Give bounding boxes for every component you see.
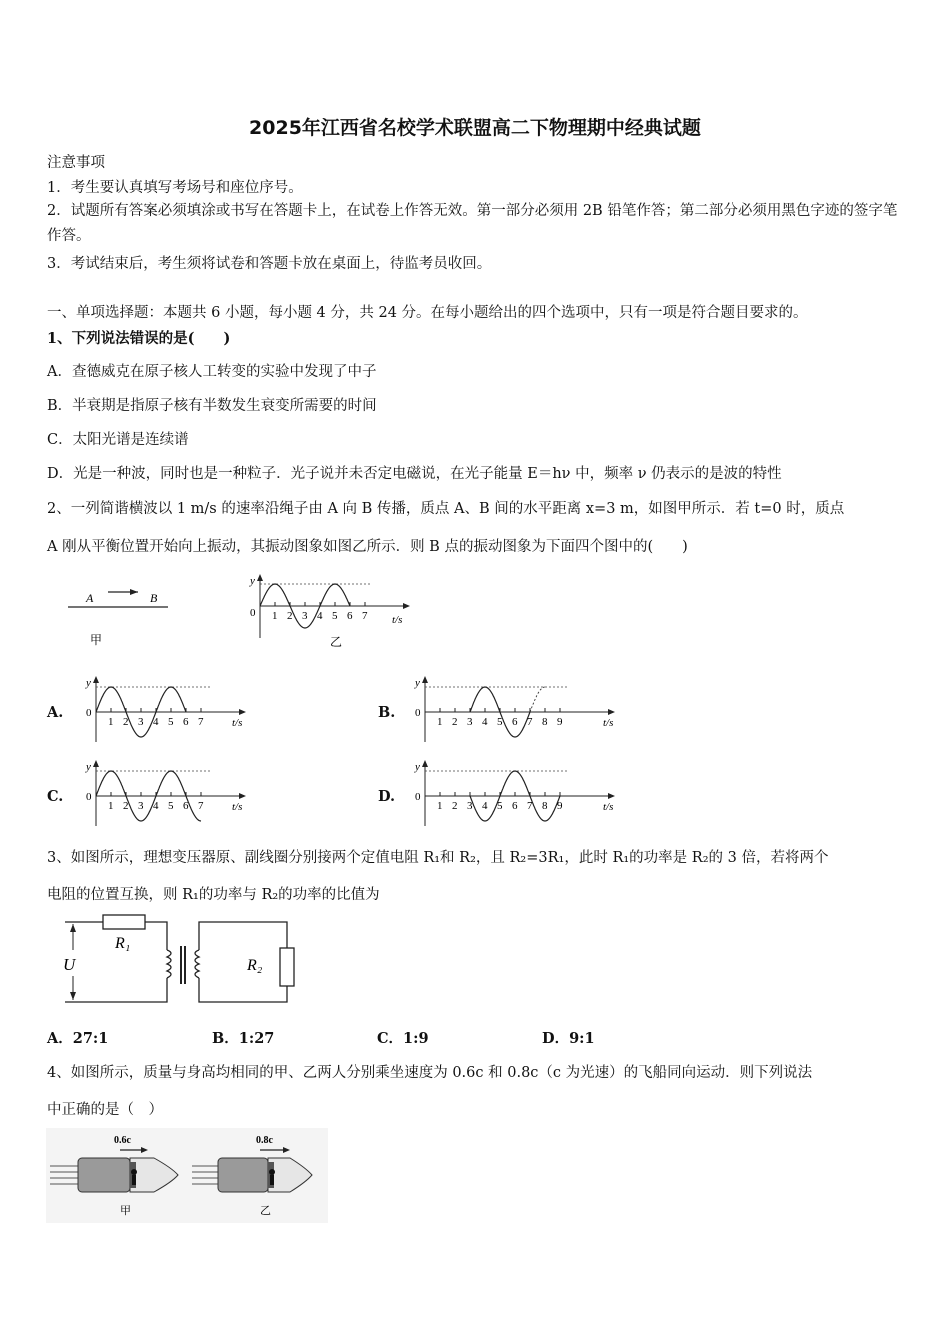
tick-label: 3 <box>138 800 144 812</box>
q4-stem-line1: 4、如图所示，质量与身高均相同的甲、乙两人分别乘坐速度为 0.6c 和 0.8c（c 为光速）的飞船同向运动．则下列说法 <box>47 1065 813 1081</box>
graph-d-origin: 0 <box>415 791 421 803</box>
q1-option-a: A．查德威克在原子核人工转变的实验中发现了中子 <box>47 364 377 380</box>
graph-c-y-label: y <box>86 761 91 773</box>
tick-label: 9 <box>557 716 563 728</box>
tick-label: 2 <box>287 610 293 622</box>
notice-item-2: 2．试题所有答案必须填涂或书写在答题卡上，在试卷上作答无效。第一部分必须用 2B 铅笔作答；第二部分必须用黑色字迹的签字笔作答。 <box>47 203 898 244</box>
tick-label: 6 <box>183 800 189 812</box>
tick-label: 5 <box>168 716 174 728</box>
tick-label: 1 <box>437 716 443 728</box>
q4-figure-ships <box>46 1128 328 1223</box>
tick-label: 7 <box>198 800 204 812</box>
person-jia-icon <box>131 1169 137 1175</box>
q2-option-a-label: A. <box>47 704 64 721</box>
graph-c-t-label: t/s <box>232 801 243 813</box>
q2-stem-line1: 2、一列简谐横波以 1 m/s 的速率沿绳子由 A 向 B 传播，质点 A、B 间的水平距离 x=3 m，如图甲所示．若 t=0 时，质点 <box>47 501 845 517</box>
q3-option-a: A．27:1 <box>47 1030 109 1047</box>
tick-label: 3 <box>302 610 308 622</box>
ship2-caption: 乙 <box>260 1205 271 1217</box>
tick-label: 4 <box>153 716 159 728</box>
tick-label: 2 <box>123 800 129 812</box>
q2-option-c-label: C. <box>47 788 64 805</box>
tick-label: 9 <box>557 800 563 812</box>
secondary-coil <box>195 950 199 978</box>
ship1-speed: 0.6c <box>114 1135 131 1146</box>
ship2-speed: 0.8c <box>256 1135 273 1146</box>
q1-stem: 1、下列说法错误的是( ) <box>47 330 231 347</box>
tick-label: 4 <box>317 610 323 622</box>
yi-y-label: y <box>250 575 255 587</box>
q2-graph-c <box>76 756 266 828</box>
graph-a-origin: 0 <box>86 707 92 719</box>
section-heading: 一、单项选择题：本题共 6 小题，每小题 4 分，共 24 分。在每小题给出的四个选项中，只有一项是符合题目要求的。 <box>47 305 808 321</box>
tick-label: 7 <box>362 610 368 622</box>
graph-b-origin: 0 <box>415 707 421 719</box>
tick-label: 2 <box>452 716 458 728</box>
tick-label: 4 <box>482 716 488 728</box>
circuit-r1-label: R₁ <box>115 935 131 952</box>
tick-label: 8 <box>542 716 548 728</box>
circuit-u-label: U <box>63 955 76 974</box>
q2-figure-yi <box>240 570 420 650</box>
tick-label: 2 <box>452 800 458 812</box>
tick-label: 6 <box>183 716 189 728</box>
tick-label: 6 <box>347 610 353 622</box>
fig-jia-caption: 甲 <box>90 633 103 647</box>
tick-label: 4 <box>482 800 488 812</box>
graph-b-t-label: t/s <box>603 717 614 729</box>
tick-label: 2 <box>123 716 129 728</box>
tick-label: 3 <box>467 716 473 728</box>
q1-option-b: B．半衰期是指原子核有半数发生衰变所需要的时间 <box>47 398 377 414</box>
q2-graph-d <box>405 756 635 828</box>
tick-label: 5 <box>497 716 503 728</box>
q2-option-b-label: B. <box>378 704 396 721</box>
q1-option-c: C．太阳光谱是连续谱 <box>47 432 189 448</box>
person-yi-icon <box>269 1169 275 1175</box>
yi-origin: 0 <box>250 607 256 619</box>
q2-option-d-label: D. <box>378 788 396 805</box>
vibration-curve <box>530 687 545 712</box>
graph-d-y-label: y <box>415 761 420 773</box>
notice-heading: 注意事项 <box>47 155 105 171</box>
fig-yi-caption: 乙 <box>330 635 343 649</box>
q3-option-b: B．1:27 <box>212 1030 275 1047</box>
tick-label: 1 <box>272 610 278 622</box>
q3-stem-line1: 3、如图所示，理想变压器原、副线圈分别接两个定值电阻 R₁和 R₂，且 R₂=3R₁，此时 R₁的功率是 R₂的 3 倍，若将两个 <box>47 850 829 866</box>
graph-b-y-label: y <box>415 677 420 689</box>
tick-label: 8 <box>542 800 548 812</box>
resistor-r2 <box>280 948 294 986</box>
circuit-r2-label: R₂ <box>247 957 263 974</box>
graph-a-y-label: y <box>86 677 91 689</box>
q2-graph-a <box>76 672 266 744</box>
tick-label: 6 <box>512 800 518 812</box>
graph-a-t-label: t/s <box>232 717 243 729</box>
notice-item-3: 3．考试结束后，考生须将试卷和答题卡放在桌面上，待监考员收回。 <box>47 256 492 272</box>
q2-figure-jia <box>60 580 180 650</box>
q1-option-d: D．光是一种波，同时也是一种粒子．光子说并未否定电磁说，在光子能量 E＝hν 中，频率 ν 仍表示的是波的特性 <box>47 466 782 482</box>
point-b-label: B <box>150 591 158 605</box>
tick-label: 5 <box>332 610 338 622</box>
tick-label: 7 <box>527 716 533 728</box>
tick-label: 1 <box>108 716 114 728</box>
tick-label: 5 <box>168 800 174 812</box>
tick-label: 1 <box>108 800 114 812</box>
page-title: 2025年江西省名校学术联盟高二下物理期中经典试题 <box>249 117 701 139</box>
tick-label: 1 <box>437 800 443 812</box>
tick-label: 5 <box>497 800 503 812</box>
tick-label: 7 <box>527 800 533 812</box>
resistor-r1 <box>103 915 145 929</box>
notice-item-1: 1．考生要认真填写考场号和座位序号。 <box>47 180 303 196</box>
tick-label: 4 <box>153 800 159 812</box>
q3-option-c: C．1:9 <box>377 1030 429 1047</box>
q2-graph-b <box>405 672 635 744</box>
ship1-caption: 甲 <box>120 1205 131 1217</box>
q3-circuit <box>55 910 305 1010</box>
point-a-label: A <box>86 591 94 605</box>
tick-label: 7 <box>198 716 204 728</box>
q4-stem-line2: 中正确的是（ ） <box>47 1102 163 1118</box>
yi-x-label: t/s <box>392 614 403 626</box>
tick-label: 3 <box>467 800 473 812</box>
tick-label: 6 <box>512 716 518 728</box>
q3-option-d: D．9:1 <box>542 1030 595 1047</box>
q3-stem-line2: 电阻的位置互换，则 R₁的功率与 R₂的功率的比值为 <box>47 887 380 903</box>
tick-label: 3 <box>138 716 144 728</box>
primary-coil <box>167 950 171 978</box>
graph-c-origin: 0 <box>86 791 92 803</box>
graph-d-t-label: t/s <box>603 801 614 813</box>
q2-stem-line2: A 刚从平衡位置开始向上振动，其振动图象如图乙所示．则 B 点的振动图象为下面四个图中的( ) <box>47 539 688 555</box>
